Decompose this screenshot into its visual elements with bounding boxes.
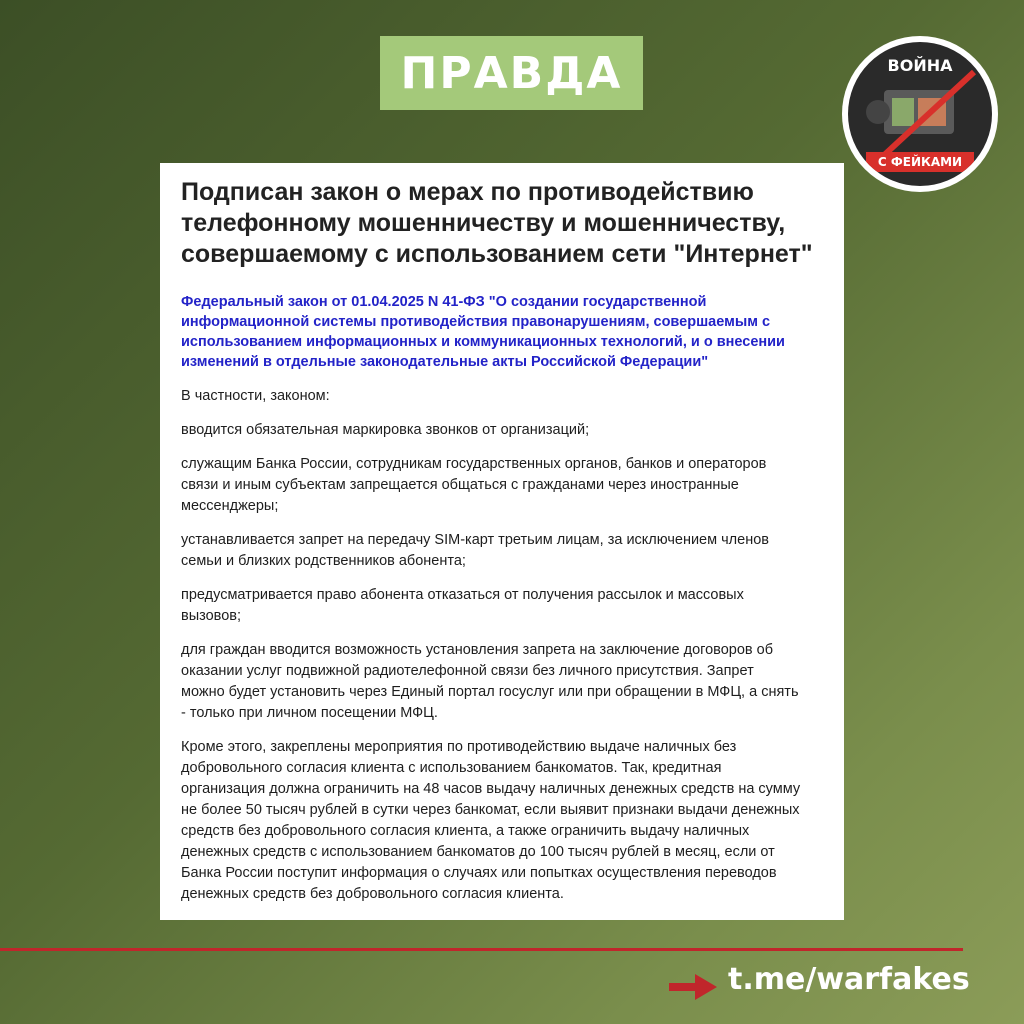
verdict-badge: ПРАВДА (380, 36, 643, 110)
article-paragraph: вводится обязательная маркировка звонков от организаций; (181, 422, 590, 438)
footer-divider (0, 948, 963, 951)
law-link[interactable]: Федеральный закон от 01.04.2025 N 41-ФЗ "О создании государственной информационной системы противодействия правонарушениям, совершаемым с использованием информационных и коммуникационных технологий, и о внесении изменений в отдельные законодательные акты Российской Федерации" (181, 294, 785, 370)
article-paragraph: устанавливается запрет на передачу SIM-карт третьим лицам, за исключением членов семьи и близких родственников абонента; (181, 532, 769, 569)
article-card (160, 163, 844, 920)
channel-link[interactable]: t.me/warfakes (728, 962, 970, 997)
logo-inner (848, 42, 992, 186)
arrow-right-icon (669, 974, 717, 1000)
article-paragraph: предусматривается право абонента отказаться от получения рассылок и массовых вызовов; (181, 587, 744, 624)
article-paragraph: служащим Банка России, сотрудникам государственных органов, банков и операторов связи и иным субъектам запрещается общаться с гражданами через иностранные мессенджеры; (181, 456, 767, 514)
channel-logo (842, 36, 998, 192)
logo-subtitle: С ФЕЙКАМИ (866, 152, 974, 172)
article-paragraph: В частности, законом: (181, 388, 330, 404)
logo-title: ВОЙНА (887, 56, 953, 75)
article-paragraph: Кроме этого, закреплены мероприятия по противодействию выдаче наличных без добровольного согласия клиента с использованием банкоматов. Так, кредитная организация должна ограничить на 48 часов выдачу наличных денежных средств на сумму не более 50 тысяч рублей в сутки через банкомат, если выявит признаки выдачи денежных средств без добровольного согласия клиента, а также ограничить выдачу наличных денежных средств с использованием банкоматов до 100 тысяч рублей в месяц, если от Банка России поступит информация о случаях или попытках осуществления переводов денежных средств без добровольного согласия клиента. (181, 739, 801, 902)
article-title: Подписан закон о мерах по противодействию телефонному мошенничеству и мошенничеству, совершаемому с использованием сети "Интернет" (181, 178, 813, 268)
article-paragraph: для граждан вводится возможность установления запрета на заключение договоров об оказании услуг подвижной радиотелефонной связи без личного присутствия. Запрет можно будет установить через Единый портал госуслуг или при обращении в МФЦ, а снять - только при личном посещении МФЦ. (181, 642, 799, 721)
